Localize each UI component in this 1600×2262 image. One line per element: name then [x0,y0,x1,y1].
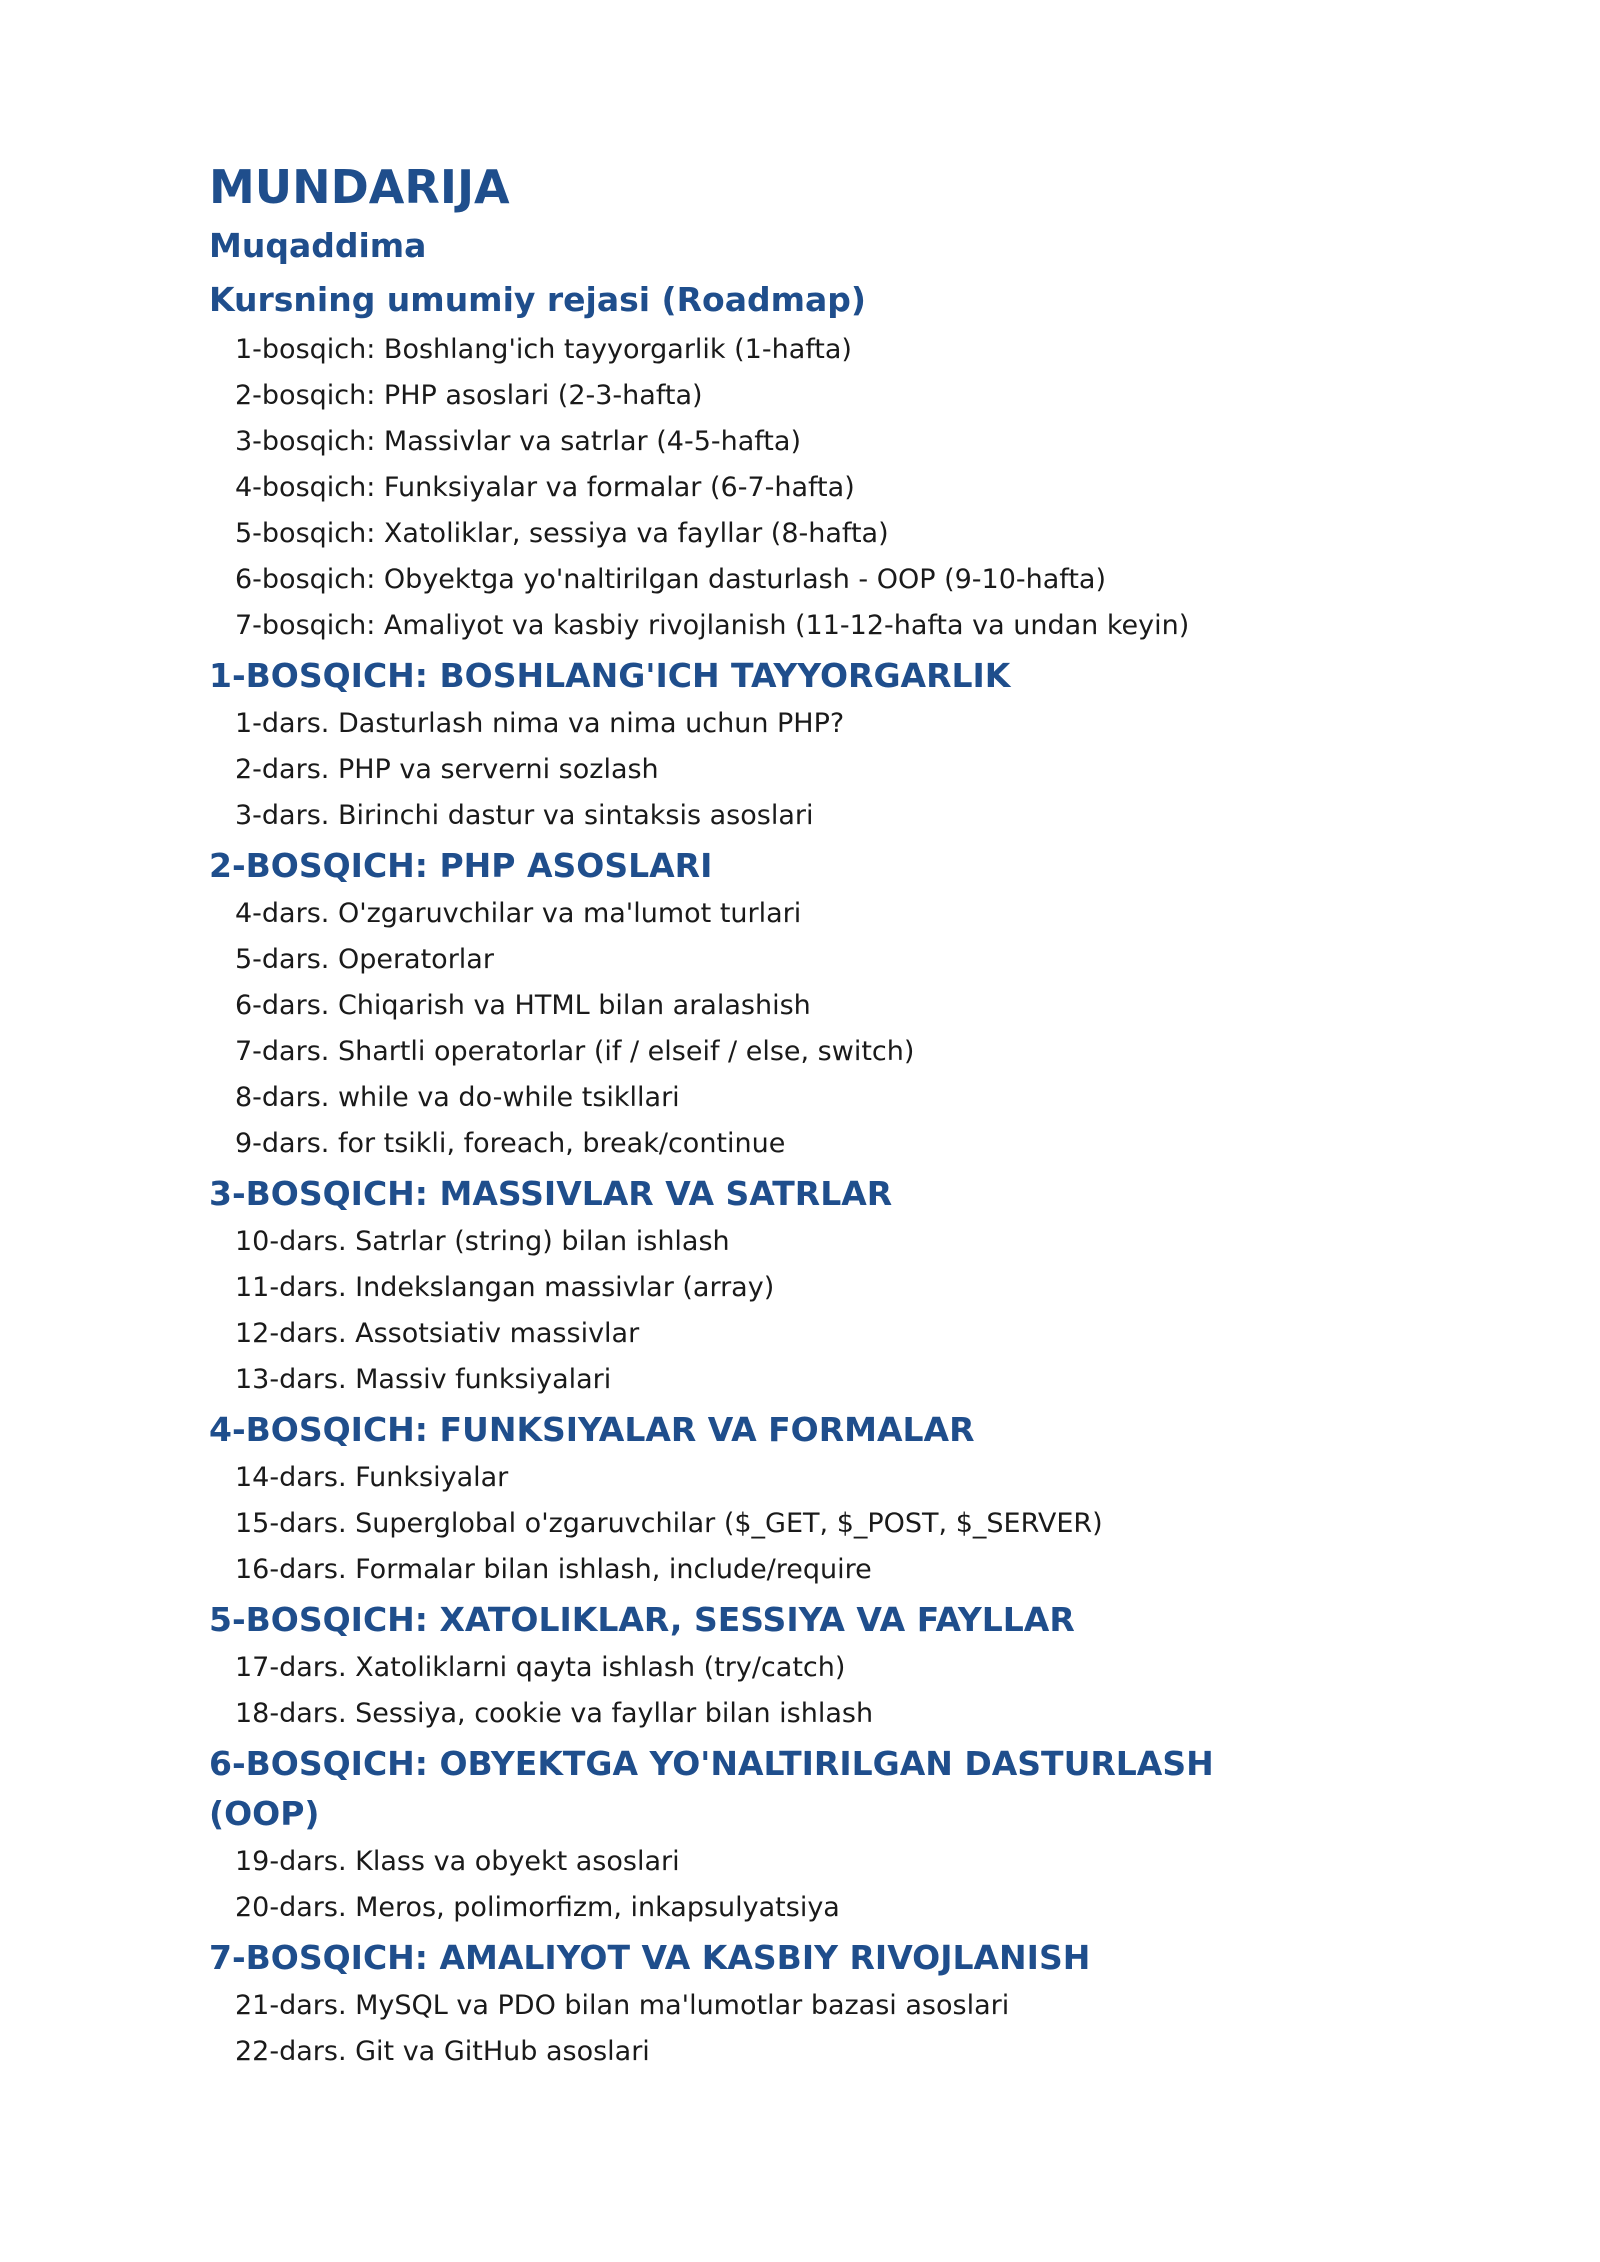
stage-2-section [209,841,1389,1167]
toc-entry: 17-dars. Xatoliklarni qayta ishlash (try/catch) [235,1652,846,1683]
table-of-contents [209,155,1389,2075]
toc-entry: 1-bosqich: Boshlang'ich tayyorgarlik (1-hafta) [235,334,852,365]
toc-entry: 18-dars. Sessiya, cookie va fayllar bilan ishlash [235,1698,874,1729]
toc-entry: 5-bosqich: Xatoliklar, sessiya va fayllar (8-hafta) [235,518,889,549]
toc-entry: 19-dars. Klass va obyekt asoslari [235,1846,680,1877]
toc-entry: 2-dars. PHP va serverni sozlash [235,754,659,785]
toc-entry: 3-dars. Birinchi dastur va sintaksis asoslari [235,800,814,831]
toc-entry: 21-dars. MySQL va PDO bilan ma'lumotlar bazasi asoslari [235,1990,1010,2021]
toc-entry: 6-bosqich: Obyektga yo'naltirilgan dasturlash - OOP (9-10-hafta) [235,564,1107,595]
stage-4-section [209,1405,1389,1593]
toc-heading-stage-2: 2-BOSQICH: PHP ASOSLARI [209,846,713,885]
roadmap-section [209,273,1389,649]
toc-heading-stage-6-line1: 6-BOSQICH: OBYEKTGA YO'NALTIRILGAN DASTURLASH [209,1744,1214,1783]
toc-heading-stage-6 [209,1739,1389,1839]
stage-3-section [209,1169,1389,1403]
toc-entry: 7-dars. Shartli operatorlar (if / elseif / else, switch) [235,1036,915,1067]
toc-heading-stage-4: 4-BOSQICH: FUNKSIYALAR VA FORMALAR [209,1410,975,1449]
toc-entry: 3-bosqich: Massivlar va satrlar (4-5-hafta) [235,426,801,457]
toc-heading-stage-3: 3-BOSQICH: MASSIVLAR VA SATRLAR [209,1174,893,1213]
toc-heading-stage-5: 5-BOSQICH: XATOLIKLAR, SESSIYA VA FAYLLAR [209,1600,1075,1639]
toc-entry: 14-dars. Funksiyalar [235,1462,509,1493]
toc-title: MUNDARIJA [209,160,510,214]
toc-entry: 7-bosqich: Amaliyot va kasbiy rivojlanish (11-12-hafta va undan keyin) [235,610,1190,641]
toc-heading-intro: Muqaddima [209,226,427,265]
toc-entry: 15-dars. Superglobal o'zgaruvchilar ($_GET, $_POST, $_SERVER) [235,1508,1103,1539]
toc-entry: 13-dars. Massiv funksiyalari [235,1364,612,1395]
toc-heading-roadmap: Kursning umumiy rejasi (Roadmap) [209,280,866,319]
toc-entry: 1-dars. Dasturlash nima va nima uchun PHP? [235,708,845,739]
toc-entry: 2-bosqich: PHP asoslari (2-3-hafta) [235,380,703,411]
toc-entry: 16-dars. Formalar bilan ishlash, include/require [235,1554,872,1585]
stage-5-section [209,1595,1389,1737]
toc-entry: 8-dars. while va do-while tsikllari [235,1082,680,1113]
toc-entry: 11-dars. Indekslangan massivlar (array) [235,1272,775,1303]
toc-entry: 5-dars. Operatorlar [235,944,494,975]
toc-entry: 20-dars. Meros, polimorfizm, inkapsulyatsiya [235,1892,840,1923]
stage-1-section [209,651,1389,839]
stage-6-section [209,1739,1389,1931]
toc-entry: 22-dars. Git va GitHub asoslari [235,2036,650,2067]
toc-entry: 12-dars. Assotsiativ massivlar [235,1318,640,1349]
toc-entry: 10-dars. Satrlar (string) bilan ishlash [235,1226,730,1257]
toc-heading-stage-6-line2: (OOP) [209,1794,320,1833]
toc-entry: 4-dars. O'zgaruvchilar va ma'lumot turlari [235,898,802,929]
toc-entry: 4-bosqich: Funksiyalar va formalar (6-7-hafta) [235,472,855,503]
toc-heading-stage-1: 1-BOSQICH: BOSHLANG'ICH TAYYORGARLIK [209,656,1011,695]
toc-entry: 6-dars. Chiqarish va HTML bilan aralashish [235,990,811,1021]
toc-heading-stage-7: 7-BOSQICH: AMALIYOT VA KASBIY RIVOJLANISH [209,1938,1091,1977]
toc-entry: 9-dars. for tsikli, foreach, break/continue [235,1128,786,1159]
stage-7-section [209,1933,1389,2075]
